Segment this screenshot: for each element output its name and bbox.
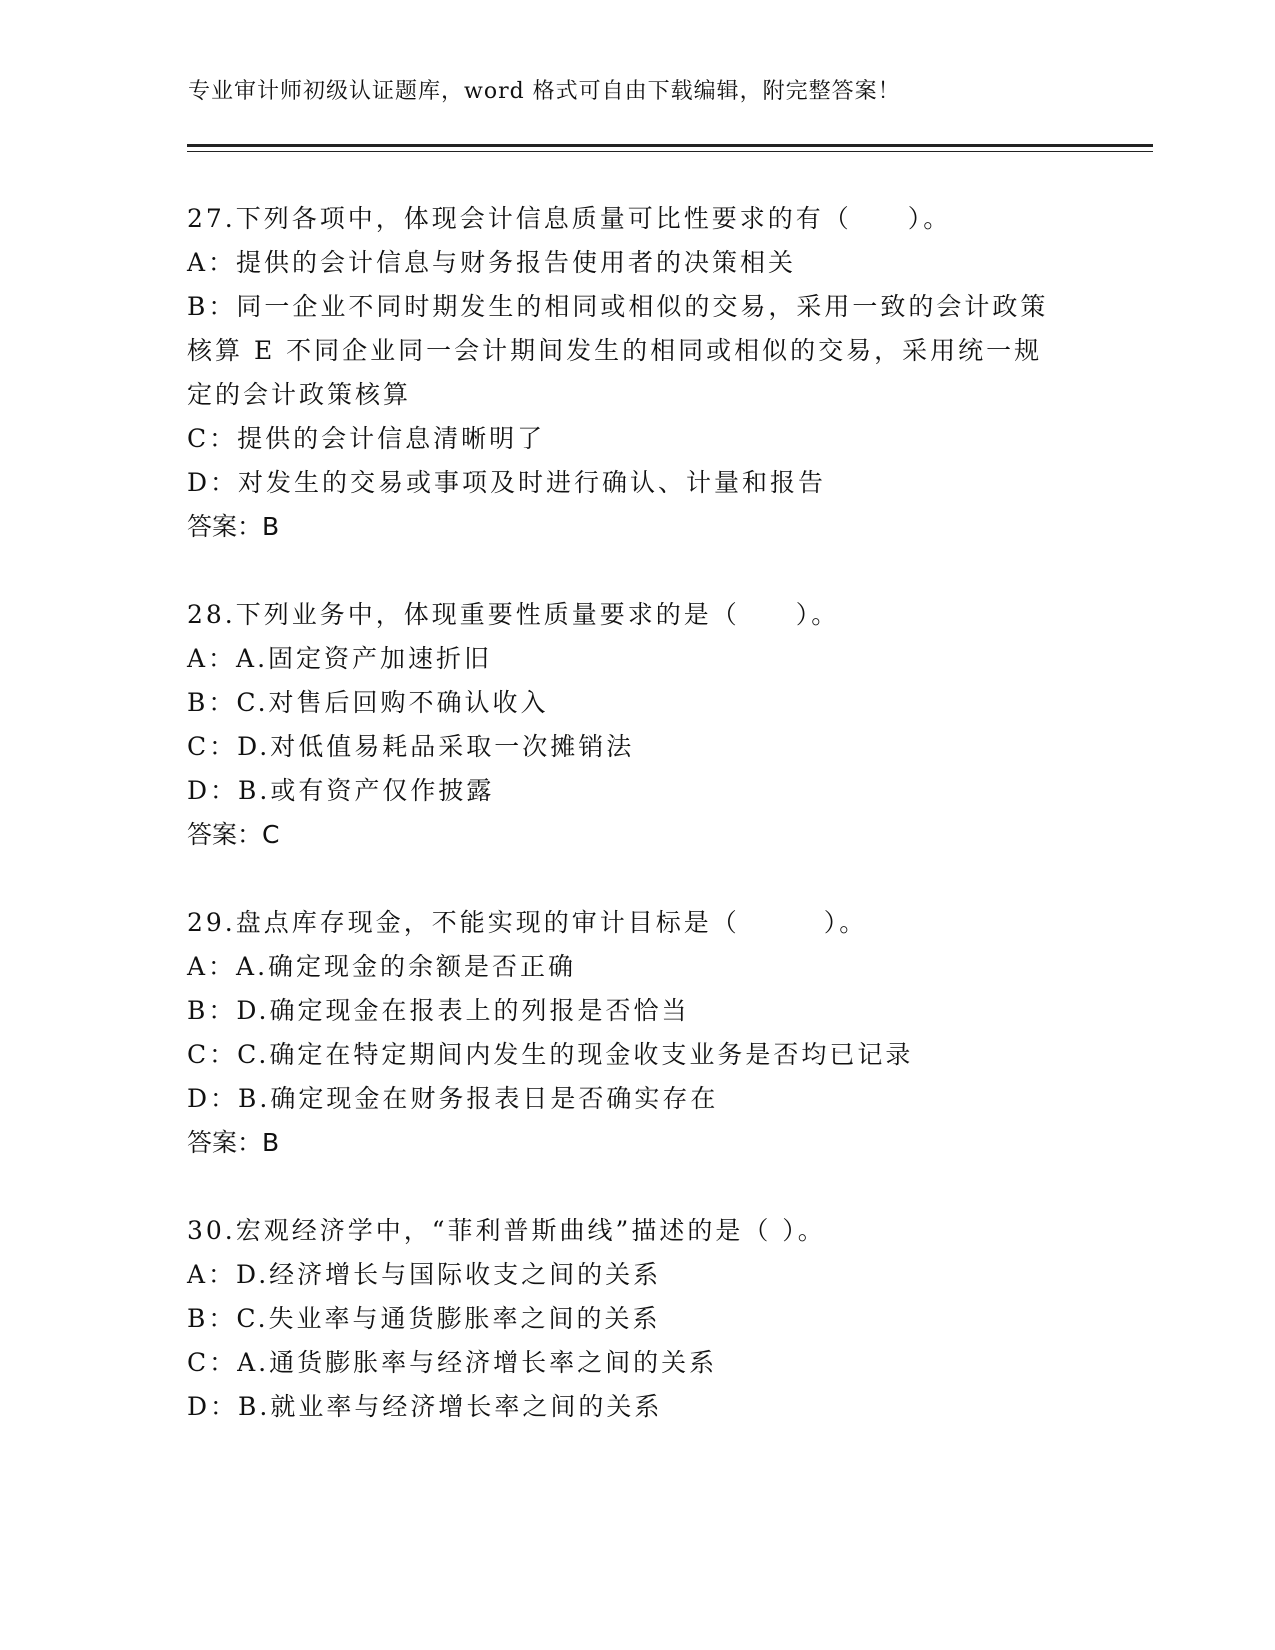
question-28-option-c: C：D.对低值易耗品采取一次摊销法 bbox=[187, 732, 635, 761]
question-30-option-c: C：A.通货膨胀率与经济增长率之间的关系 bbox=[187, 1348, 718, 1377]
page-header: 专业审计师初级认证题库，word 格式可自由下载编辑，附完整答案！ bbox=[188, 79, 901, 104]
question-27-option-b-continued: 核算 E 不同企业同一会计期间发生的相同或相似的交易，采用统一规 bbox=[187, 336, 1043, 365]
question-29-option-b: B：D.确定现金在报表上的列报是否恰当 bbox=[187, 996, 690, 1025]
question-28-answer: 答案：C bbox=[187, 820, 280, 849]
question-27-option-d: D：对发生的交易或事项及时进行确认、计量和报告 bbox=[187, 468, 827, 497]
header-rule-thin bbox=[187, 151, 1153, 152]
question-29-option-c: C：C.确定在特定期间内发生的现金收支业务是否均已记录 bbox=[187, 1040, 914, 1069]
question-29-option-a: A：A.确定现金的余额是否正确 bbox=[187, 952, 577, 981]
question-28-option-a: A：A.固定资产加速折旧 bbox=[187, 644, 493, 673]
question-27-option-b-continued-2: 定的会计政策核算 bbox=[187, 380, 412, 409]
question-28-option-d: D：B.或有资产仅作披露 bbox=[187, 776, 495, 805]
question-27-option-a: A：提供的会计信息与财务报告使用者的决策相关 bbox=[187, 248, 797, 277]
question-29-answer: 答案：B bbox=[187, 1128, 280, 1157]
question-28-option-b: B：C.对售后回购不确认收入 bbox=[187, 688, 549, 717]
question-30-stem: 30.宏观经济学中，“菲利普斯曲线”描述的是（ ）。 bbox=[187, 1216, 826, 1245]
question-28-stem: 28.下列业务中，体现重要性质量要求的是（ ）。 bbox=[187, 600, 840, 629]
question-27-answer: 答案：B bbox=[187, 512, 280, 541]
question-29-option-d: D：B.确定现金在财务报表日是否确实存在 bbox=[187, 1084, 719, 1113]
question-30-option-b: B：C.失业率与通货膨胀率之间的关系 bbox=[187, 1304, 661, 1333]
question-29-stem: 29.盘点库存现金，不能实现的审计目标是（ ）。 bbox=[187, 908, 868, 937]
header-rule-thick bbox=[187, 144, 1153, 147]
question-27-stem: 27.下列各项中，体现会计信息质量可比性要求的有（ ）。 bbox=[187, 204, 952, 233]
question-30-option-a: A：D.经济增长与国际收支之间的关系 bbox=[187, 1260, 662, 1289]
question-27-option-b: B：同一企业不同时期发生的相同或相似的交易，采用一致的会计政策 bbox=[187, 292, 1049, 321]
question-30-option-d: D：B.就业率与经济增长率之间的关系 bbox=[187, 1392, 663, 1421]
question-27-option-c: C：提供的会计信息清晰明了 bbox=[187, 424, 546, 453]
